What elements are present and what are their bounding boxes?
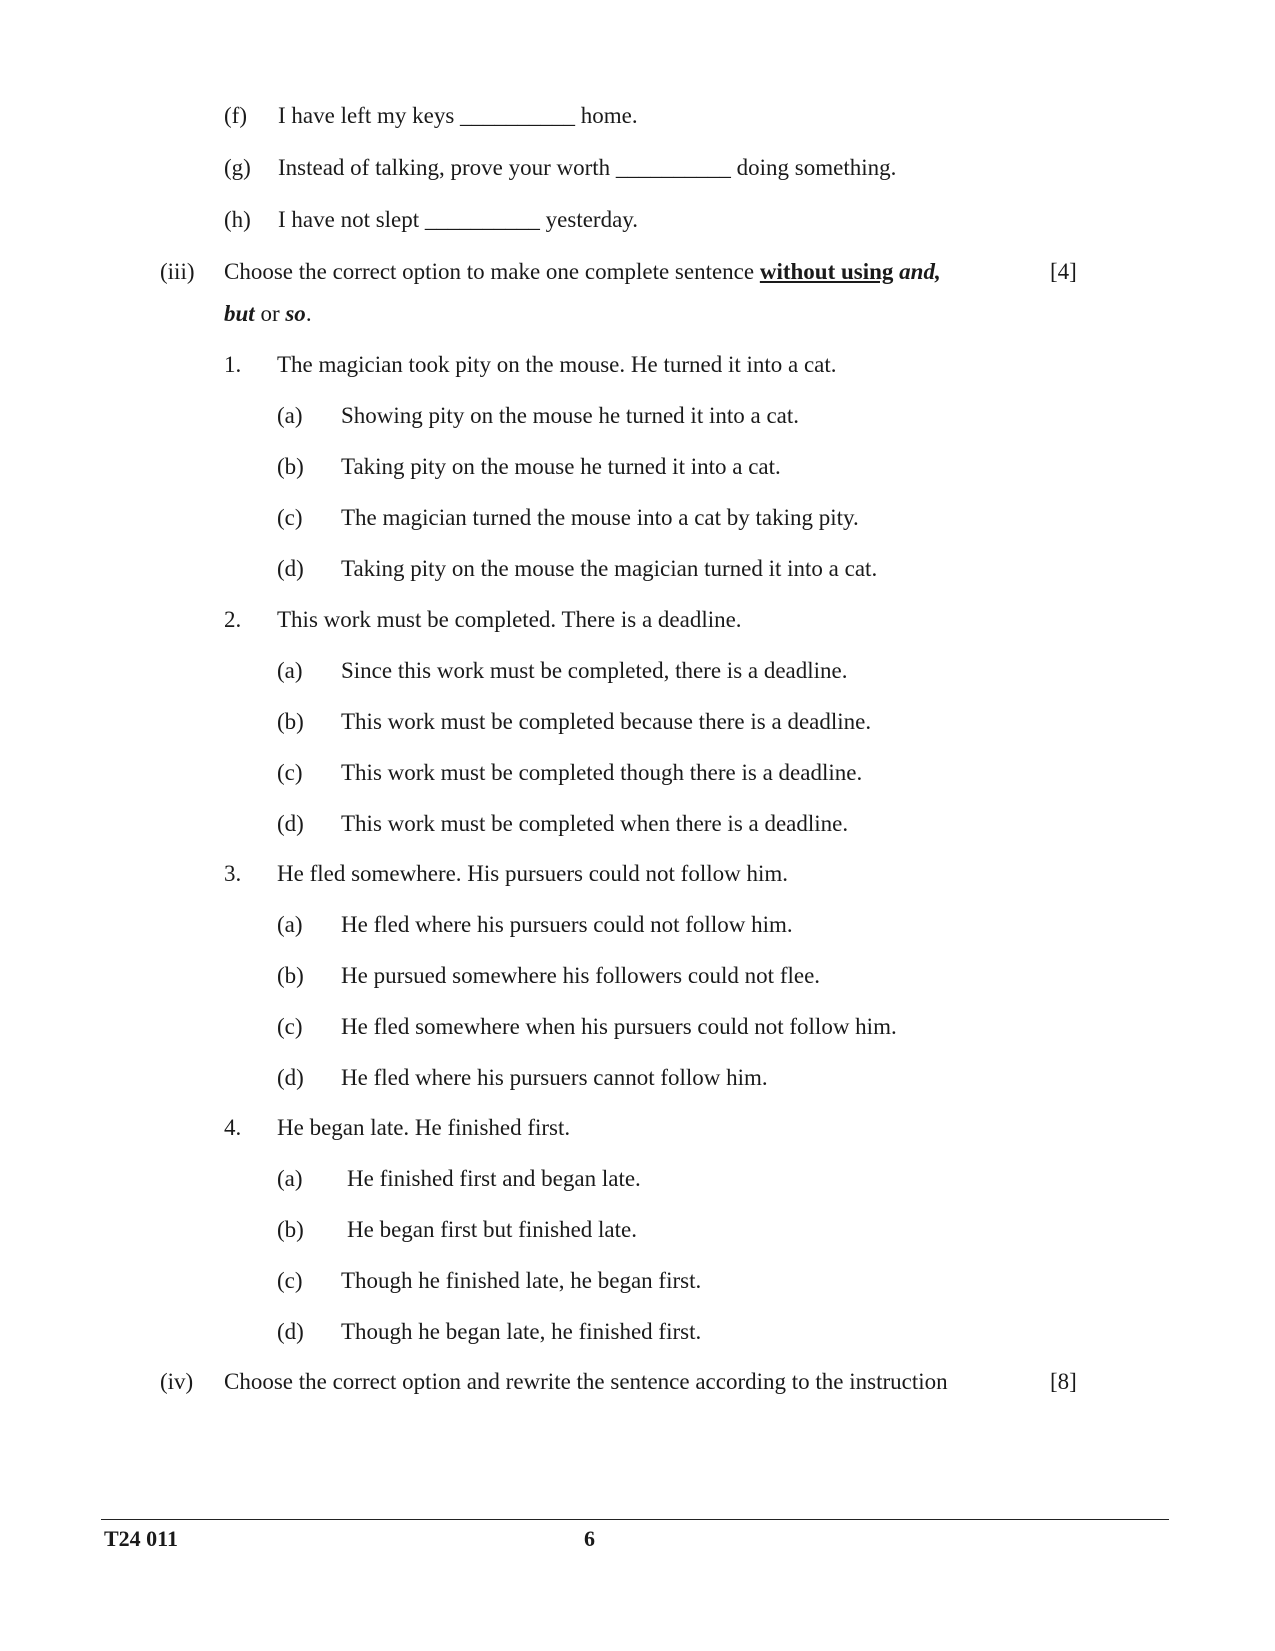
footer-rule: [101, 1519, 1169, 1520]
option-text: He pursued somewhere his followers could not flee.: [341, 963, 821, 988]
question-text: This work must be completed. There is a deadline.: [277, 607, 742, 632]
question-text: The magician took pity on the mouse. He turned it into a cat.: [277, 352, 837, 377]
option-text: Showing pity on the mouse he turned it into a cat.: [341, 403, 800, 428]
item-g-text: Instead of talking, prove your worth __________ doing something.: [278, 155, 897, 180]
question-text: He fled somewhere. His pursuers could not follow him.: [277, 861, 789, 886]
section-iii-period: .: [305, 301, 312, 326]
section-iii-instruction-cont: [224, 300, 312, 328]
option-text: This work must be completed when there is a deadline.: [341, 811, 849, 836]
option-label: (b): [277, 709, 304, 734]
section-iii-so-word: so: [285, 301, 306, 326]
option-text: This work must be completed though there is a deadline.: [341, 760, 863, 785]
option-label: (d): [277, 1065, 304, 1090]
paper-code: T24 011: [104, 1526, 178, 1551]
option-text: Though he finished late, he began first.: [341, 1268, 702, 1293]
item-f-label: (f): [224, 103, 247, 128]
option-text: He fled where his pursuers cannot follow him.: [341, 1065, 768, 1090]
option-label: (d): [277, 811, 304, 836]
option-label: (c): [277, 1014, 303, 1039]
option-text: The magician turned the mouse into a cat by taking pity.: [341, 505, 859, 530]
item-g-label: (g): [224, 155, 251, 180]
item-f-text: I have left my keys __________ home.: [278, 103, 638, 128]
option-label: (c): [277, 505, 303, 530]
option-label: (d): [277, 556, 304, 581]
section-iii-instruction: [224, 258, 941, 286]
section-iv-marks: [8]: [1050, 1369, 1077, 1394]
option-text: He finished first and began late.: [347, 1166, 641, 1191]
option-label: (a): [277, 658, 303, 683]
option-label: (a): [277, 403, 303, 428]
question-number: 2.: [224, 607, 242, 632]
question-text: He began late. He finished first.: [277, 1115, 571, 1140]
section-iv-instruction: Choose the correct option and rewrite the sentence according to the instruction: [224, 1369, 948, 1394]
option-text: He began first but finished late.: [347, 1217, 637, 1242]
option-text: Since this work must be completed, there is a deadline.: [341, 658, 848, 683]
option-label: (c): [277, 760, 303, 785]
item-h-label: (h): [224, 207, 251, 232]
option-label: (d): [277, 1319, 304, 1344]
option-text: Taking pity on the mouse the magician turned it into a cat.: [341, 556, 878, 581]
option-text: He fled where his pursuers could not follow him.: [341, 912, 793, 937]
option-label: (b): [277, 454, 304, 479]
section-iii-emphasis: without using: [759, 259, 894, 284]
section-iii-but-word: but: [224, 301, 255, 326]
option-text: Taking pity on the mouse he turned it into a cat.: [341, 454, 781, 479]
question-number: 3.: [224, 861, 242, 886]
question-number: 1.: [224, 352, 242, 377]
section-iii-and-word: and,: [899, 259, 941, 284]
page-number: 6: [584, 1526, 595, 1551]
option-text: He fled somewhere when his pursuers could not follow him.: [341, 1014, 897, 1039]
option-label: (b): [277, 963, 304, 988]
section-iv-label: (iv): [160, 1369, 194, 1394]
item-h-text: I have not slept __________ yesterday.: [278, 207, 639, 232]
section-iii-label: (iii): [160, 259, 195, 284]
question-number: 4.: [224, 1115, 242, 1140]
option-text: This work must be completed because there is a deadline.: [341, 709, 872, 734]
section-iii-marks: [4]: [1050, 259, 1077, 284]
option-label: (a): [277, 1166, 303, 1191]
option-label: (a): [277, 912, 303, 937]
option-text: Though he began late, he finished first.: [341, 1319, 702, 1344]
option-label: (b): [277, 1217, 304, 1242]
section-iii-or: or: [254, 301, 286, 326]
option-label: (c): [277, 1268, 303, 1293]
section-iii-intro: Choose the correct option to make one complete sentence: [224, 259, 760, 284]
